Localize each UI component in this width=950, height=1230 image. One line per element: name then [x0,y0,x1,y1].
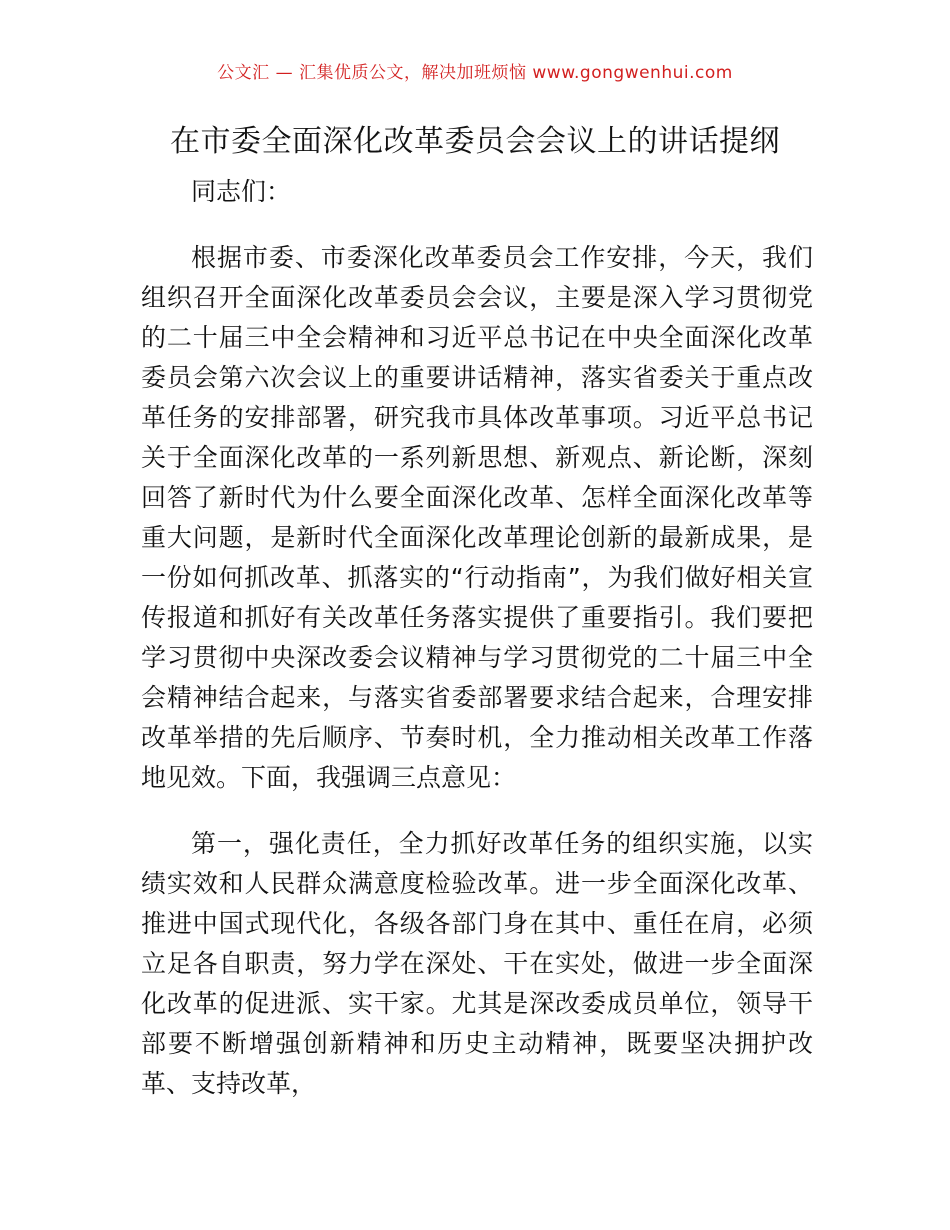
site-banner: 公文汇 — 汇集优质公文，解决加班烦恼 www.gongwenhui.com [217,63,733,83]
document-body [141,172,813,1104]
greeting: 同志们： [191,177,292,206]
paragraph-2: 第一，强化责任，全力抓好改革任务的组织实施，以实绩实效和人民群众满意度检验改革。进一步全面深化改革、推进中国式现代化，各级各部门身在其中、重任在肩，必须立足各自职责，努力学在深处、干在实处，做进一步全面深化改革的促进派、实干家。尤其是深改委成员单位，领导干部要不断增强创新精神和历史主动精神，既要坚决拥护改革、支持改革， [141,829,813,1098]
document-title: 在市委全面深化改革委员会会议上的讲话提纲 [170,124,780,159]
paragraph-1: 根据市委、市委深化改革委员会工作安排，今天，我们组织召开全面深化改革委员会会议，主要是深入学习贯彻党的二十届三中全会精神和习近平总书记在中央全面深化改革委员会第六次会议上的重要讲话精神，落实省委关于重点改革任务的安排部署，研究我市具体改革事项。习近平总书记关于全面深化改革的一系列新思想、新观点、新论断，深刻回答了新时代为什么要全面深化改革、怎样全面深化改革等重大问题，是新时代全面深化改革理论创新的最新成果，是一份如何抓改革、抓落实的“行动指南”，为我们做好相关宣传报道和抓好有关改革任务落实提供了重要指引。我们要把学习贯彻中央深改委会议精神与学习贯彻党的二十届三中全会精神结合起来，与落实省委部署要求结合起来，合理安排改革举措的先后顺序、节奏时机，全力推动相关改革工作落地见效。下面，我强调三点意见： [141,243,813,792]
